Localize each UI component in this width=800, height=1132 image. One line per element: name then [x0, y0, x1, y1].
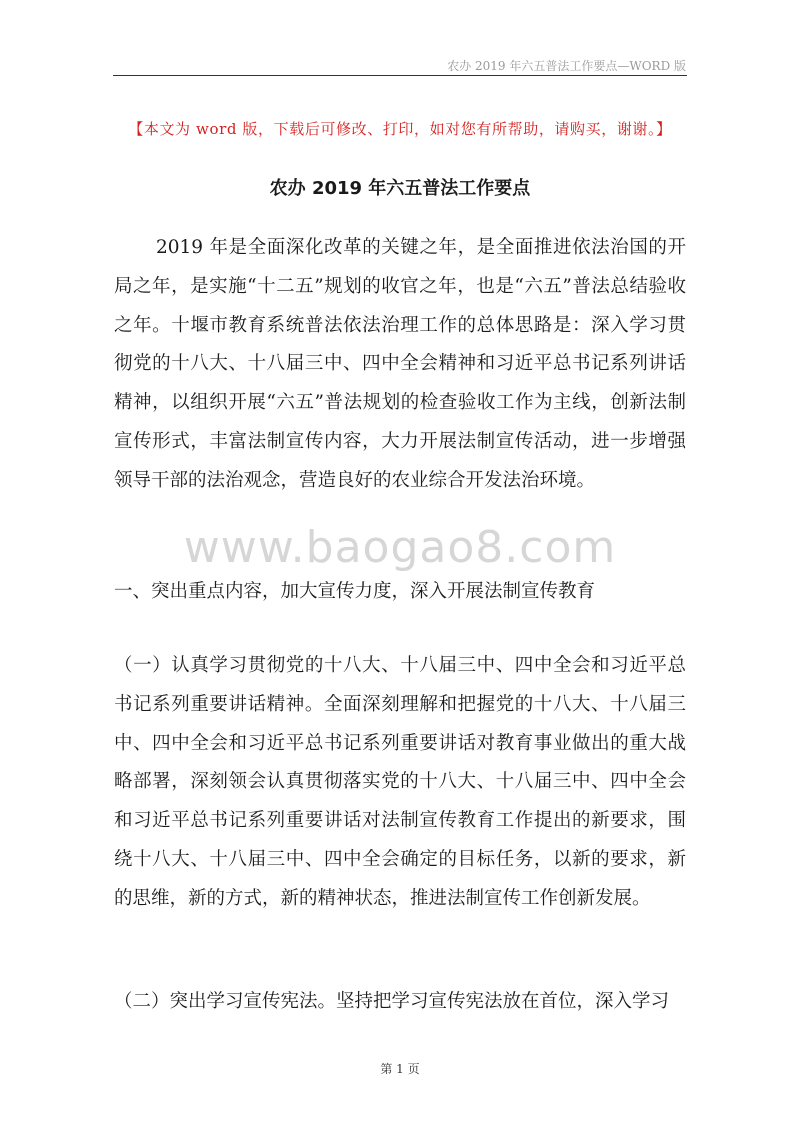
document-title: 农办 2019 年六五普法工作要点: [269, 178, 531, 199]
watermark: www.baogao8.com: [183, 522, 617, 573]
page-number: 第 1 页: [380, 1062, 420, 1076]
item-paragraph-1: （一）认真学习贯彻党的十八大、十八届三中、四中全会和习近平总书记系列重要讲话精神。全面深刻理解和把握党的十八大、十八届三中、四中全会和习近平总书记系列重要讲话对教育事业做出的重大战略部署，深刻领会认真贯彻落实党的十八大、十八届三中、四中全会和习近平总书记系列重要讲话对法制宣传教育工作提出的新要求，围绕十八大、十八届三中、四中全会确定的目标任务，以新的要求，新的思维，新的方式，新的精神状态，推进法制宣传工作创新发展。: [114, 655, 686, 909]
item-paragraph-2: （二）突出学习宣传宪法。坚持把学习宣传宪法放在首位，深入学习: [114, 991, 670, 1012]
section-heading: 一、突出重点内容，加大宣传力度，深入开展法制宣传教育: [114, 581, 596, 602]
header-divider: [113, 75, 687, 76]
running-header: 农办 2019 年六五普法工作要点—WORD 版: [447, 59, 686, 73]
download-notice: 【本文为 word 版，下载后可修改、打印，如对您有所帮助，请购买，谢谢。】: [128, 120, 672, 138]
intro-paragraph: 2019 年是全面深化改革的关键之年，是全面推进依法治国的开局之年，是实施“十二五”规划的收官之年，也是“六五”普法总结验收之年。十堰市教育系统普法依法治理工作的总体思路是：深入学习贯彻党的十八大、十八届三中、四中全会精神和习近平总书记系列讲话精神，以组织开展“六五”普法规划的检查验收工作为主线，创新法制宣传形式，丰富法制宣传内容，大力开展法制宣传活动，进一步增强领导干部的法治观念，营造良好的农业综合开发法治环境。: [114, 237, 686, 491]
